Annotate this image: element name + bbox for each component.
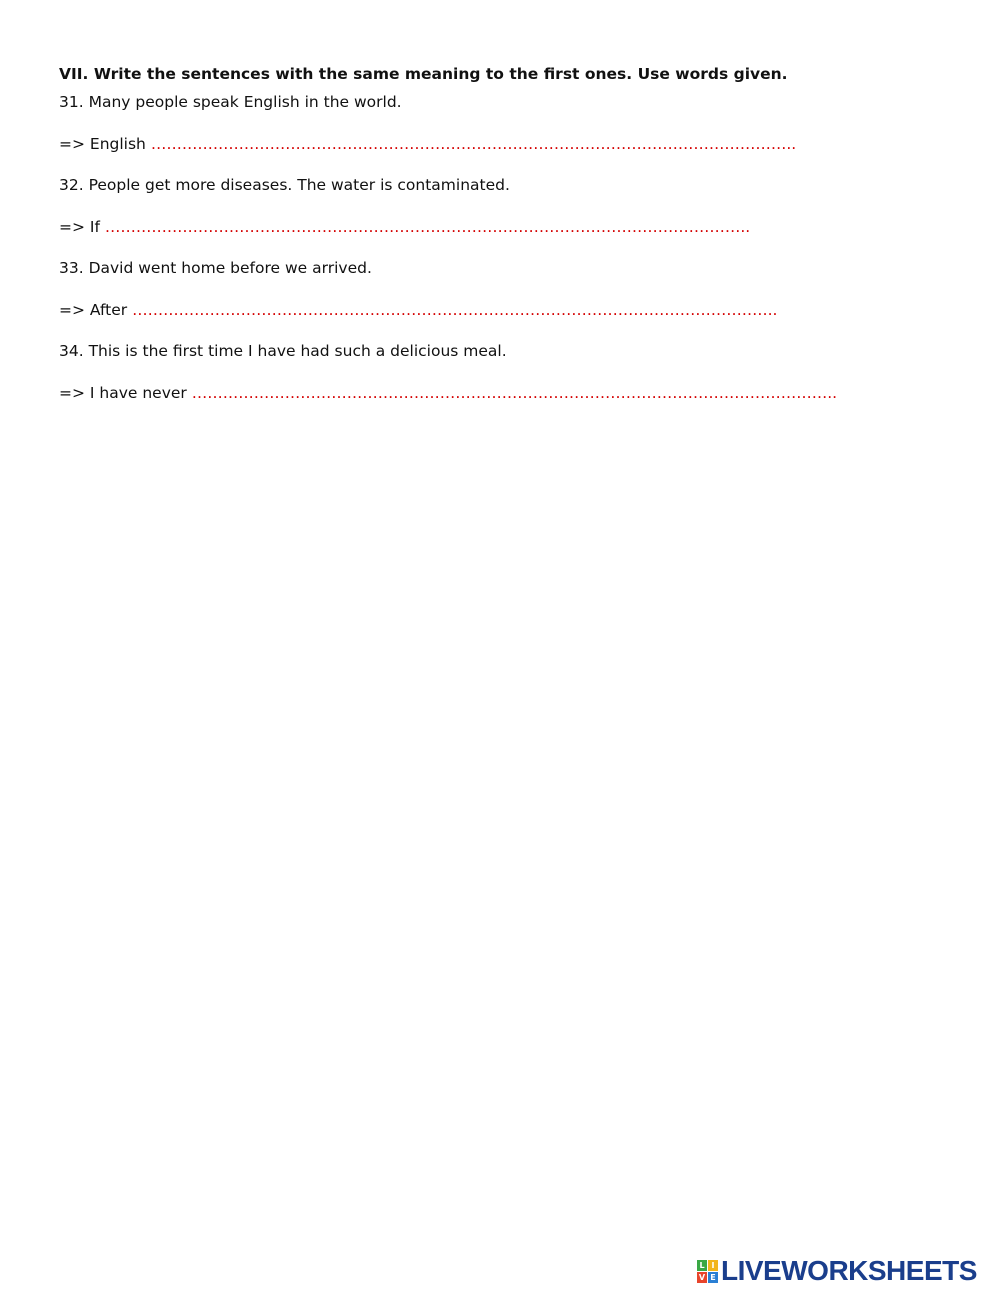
question-31-answer-line	[59, 135, 796, 153]
answer-prefix: => If	[59, 218, 100, 236]
liveworksheets-logo	[697, 1256, 977, 1286]
answer-blank[interactable]: ……………………………………………………………………………………………………………	[104, 218, 741, 236]
question-32-prompt: 32. People get more diseases. The water is contaminated.	[59, 176, 510, 194]
logo-mark-icon	[697, 1260, 718, 1283]
question-33-prompt: 33. David went home before we arrived.	[59, 259, 372, 277]
logo-text: LIVEWORKSHEETS	[721, 1255, 977, 1286]
answer-prefix: => After	[59, 301, 128, 319]
logo-letter: V	[698, 1272, 706, 1282]
question-34-prompt: 34. This is the first time I have had such a delicious meal.	[59, 342, 507, 360]
answer-prefix: => English	[59, 135, 146, 153]
question-31-prompt: 31. Many people speak English in the world.	[59, 93, 402, 111]
answer-blank-end: ..	[740, 218, 751, 236]
logo-letter: I	[708, 1260, 718, 1271]
answer-blank[interactable]: ……………………………………………………………………………………………………………	[150, 135, 787, 153]
logo-letter: L	[697, 1260, 707, 1271]
answer-blank[interactable]: ……………………………………………………………………………………………………………	[191, 384, 828, 402]
question-32-answer-line	[59, 218, 750, 236]
answer-blank-end: ..	[767, 301, 778, 319]
logo-letter: E	[708, 1272, 718, 1283]
answer-blank-end: ..	[786, 135, 797, 153]
section-heading: VII. Write the sentences with the same meaning to the first ones. Use words given.	[59, 65, 788, 83]
answer-blank[interactable]: ……………………………………………………………………………………………………………	[132, 301, 768, 319]
question-33-answer-line	[59, 301, 777, 319]
answer-blank-end: ..	[827, 384, 838, 402]
question-34-answer-line	[59, 384, 837, 402]
answer-prefix: => I have never	[59, 384, 187, 402]
